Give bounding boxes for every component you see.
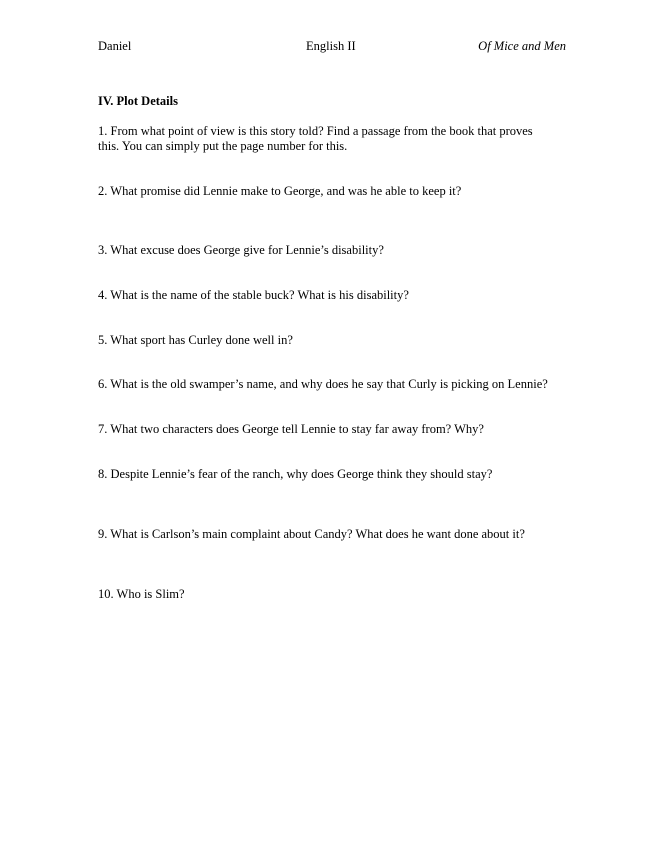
question-3 — [98, 243, 578, 258]
student-name: Daniel — [98, 39, 132, 53]
question-3-text: 3. What excuse does George give for Lennie’s disability? — [98, 243, 384, 257]
question-6 — [98, 377, 578, 392]
question-5-text: 5. What sport has Curley done well in? — [98, 333, 293, 347]
question-9 — [98, 527, 578, 542]
question-6-text: 6. What is the old swamper’s name, and why does he say that Curly is picking on Lennie? — [98, 377, 548, 391]
question-10 — [98, 587, 578, 602]
course-name: English II — [306, 39, 356, 53]
question-8 — [98, 467, 578, 482]
section-heading: IV. Plot Details — [98, 94, 178, 108]
question-1-line-2: this. You can simply put the page number for this. — [98, 139, 348, 153]
question-1 — [98, 124, 578, 154]
question-2 — [98, 184, 578, 199]
question-10-text: 10. Who is Slim? — [98, 587, 185, 601]
question-7-text: 7. What two characters does George tell Lennie to stay far away from? Why? — [98, 422, 484, 436]
question-7 — [98, 422, 578, 437]
question-2-text: 2. What promise did Lennie make to George, and was he able to keep it? — [98, 184, 462, 198]
book-title: Of Mice and Men — [478, 39, 566, 53]
question-8-text: 8. Despite Lennie’s fear of the ranch, why does George think they should stay? — [98, 467, 493, 481]
question-1-line-1: 1. From what point of view is this story told? Find a passage from the book that proves — [98, 124, 533, 138]
page-header — [98, 39, 566, 55]
question-4-text: 4. What is the name of the stable buck? What is his disability? — [98, 288, 409, 302]
question-9-text: 9. What is Carlson’s main complaint about Candy? What does he want done about it? — [98, 527, 525, 541]
question-4 — [98, 288, 578, 303]
question-5 — [98, 333, 578, 348]
